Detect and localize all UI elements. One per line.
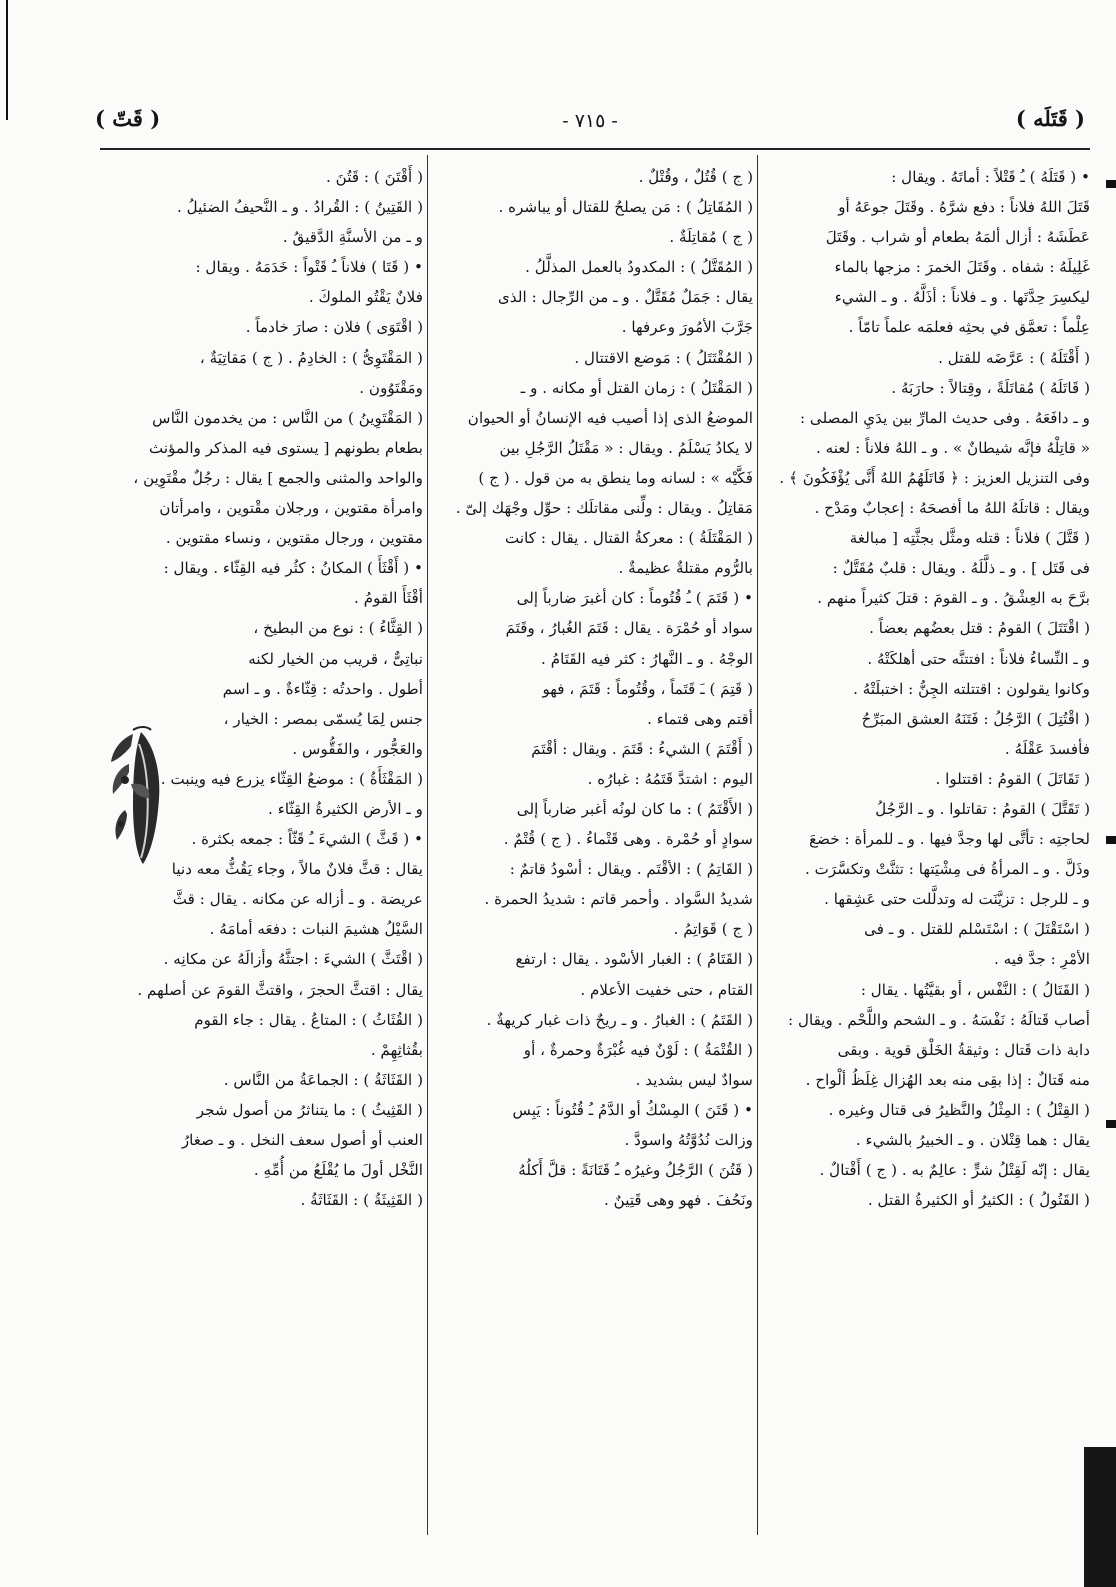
entry-line: ( أَقْتَلَهُ ) : عَرَّضَه للقتل . [938,348,1090,367]
entry-line: فَكَّيْه » : لسانه وما ينطق به من قول . ( ج ) [478,468,753,487]
entry-line: سوادٌ ليس بشديد . [635,1070,753,1089]
entry-line: فلانٌ يَقْتُو الملوكَ . [308,288,423,307]
entry-line: و ـ للرجل : تزيَّنَت له وتدلَّلت حتى عَشِقها . [824,890,1090,909]
entry-line: و ـ الأرض الكثيرةُ القِثّاء . [268,799,423,818]
entry-line: السَّيْلُ هشيمَ النبات : دفعَه أمامَهُ . [209,920,423,939]
entry-line: ( ج ) قُتُلٌ ، وقُتْلٌ . [638,168,753,186]
column-divider [427,155,428,1535]
entry-line: جنس لِمَا يُسمّى بمصر : الخيار ، [223,709,423,728]
entry-line: شديدُ السَّواد . وأحمر قاتم : شديدُ الحمرة . [484,890,753,909]
entry-line: ونَحُفَ . فهو وهى قَتِينٌ . [604,1191,753,1210]
entry-line: ( القَثِيثَةُ ) : القَثَاثَةُ . [300,1191,423,1210]
column-divider [757,155,758,1535]
margin-mark [1106,836,1116,844]
entry-line: ليكسِرَ حِدَّتَها . و ـ فلاناً : أذَلَّهُ . و ـ الشيء [834,288,1090,307]
entry-line: ( القَتَامُ ) : الغبار الأسْود . يقال : ارتفع [515,950,753,969]
margin-mark [1106,1120,1116,1128]
entry-line: ويقال : قاتلَهُ اللهُ ما أفصحَهُ : إعجابٌ ومَدْح . [814,499,1090,518]
entry-line: ( اقْتُتِلَ ) الرَّجُلُ : فَتَنَهُ العشق المبَرِّحُ [861,709,1090,728]
entry-line: سواد أو حُمْرَة . يقال : قَتَمَ الغُبارُ ، وقَتَمَ [505,619,753,638]
entry-line: وكانوا يقولون : اقتتلته الجِنُّ : اختبلَتْهُ . [853,679,1090,698]
entry-line: • ( قَتَلَهُ ) ـُ قَتْلاً : أماتَهُ . ويقال : [891,168,1090,186]
entry-line: مَقاتِلُ . ويقال : ولِّنى مقاتلَك : حوِّل وجْهَك إلىّ . [455,499,753,518]
entry-line: نباتِىٌّ ، قريب من الخيار لكنه [248,649,423,668]
entry-line: والواحد والمثنى والجمع ] يقال : رجُلٌ مقْتَوِين ، [133,468,423,487]
entry-line: بقُثاثِهِمْ . [370,1040,423,1059]
entry-line: « قاتِلْهُ فإنَّه شيطانٌ » . و ـ اللهُ فلاناً : لعنه . [815,438,1090,457]
entry-line: وفى التنزيل العزيز : ﴿ قَاتَلَهُمُ اللهُ أَنَّى يُؤْفَكُونَ ﴾ . [779,468,1090,487]
entry-line: يقال : اقتثَّ الحجرَ ، واقتثَّ القومَ عن أصلهم . [137,980,423,999]
entry-line: ( قَاتَلَهُ ) مُقاتَلَةً ، وقِتالاً : حارَبَهُ . [891,378,1090,397]
entry-line: منه قَتالٌ : إذا بقِى منه بعد الهُزال غِلَظُ ألْواح . [805,1070,1090,1089]
entry-line: ( ج ) مُقاتِلَةٌ . [669,228,753,247]
entry-line: بطعام بطونهم [ يستوى فيه المذكر والمؤنث [148,438,423,457]
entry-line: ومَقْتَوُون . [359,378,423,397]
entry-line: القتام ، حتى خفيت الأعلام . [580,980,753,999]
entry-line: دابة ذات قَتال : وثيقةُ الخَلْق قوية . وبقى [837,1040,1090,1059]
entry-line: وزالت نُدُوَّتُهُ واسودَّ . [624,1131,753,1149]
entry-line: وامرأة مقتوين ، ورجلان مقْتوين ، وامرأتان [159,499,423,518]
entry-line: ( المَقْتَلُ ) : زمان القتل أو مكانه . و ـ [520,378,753,397]
entry-line: أصاب قَتالَهُ : نَفْسَهُ . و ـ الشحم واللَّحْم . ويقال : [788,1010,1090,1029]
entry-line: ( الأَقْتَمُ ) : ما كان لونُه أغبر ضارباً إلى [516,799,753,818]
scan-shadow [1084,1447,1116,1587]
entry-line: الوجْهُ . و ـ النَّهارُ : كثر فيه القَتَامُ . [541,649,753,668]
entry-line: أطول . واحدتُه : قِثّاءةٌ . و ـ اسم [222,679,423,698]
entry-line: غَلِيلَهُ : شفاه . وقَتَلَ الخمرَ : مزجها بالماء [834,258,1090,277]
entry-line: يقال : قثَّ فلانٌ مالاً ، وجاء يَقُثُّ معه دنيا [171,860,423,879]
entry-line: مقتوين ، ورجال مقتوين ، ونساء مقتوين . [165,529,423,548]
entry-line: أقتم وهى قتماء . [647,709,753,728]
entry-line: عِلْماً : تعمَّق في بحثِه فعلمَه علماً تامّاً . [848,318,1090,337]
page-header [95,96,1085,142]
entry-line: • ( قَتَمَ ) ـُ قُتُوماً : كان أغبرَ ضارباً إلى [516,589,753,608]
entry-line: ( اقْتَتَلَ ) القومُ : قتل بعضُهم بعضاً . [869,619,1090,638]
entry-line: و ـ النِّساءُ فلاناً : افتتنَّه حتى أهلكَتْهُ . [867,649,1090,668]
entry-line: وذَلَّ . و ـ المرأةُ فى مِشْيَتها : تثنَّتْ وتكسَّرَت . [804,860,1090,879]
entry-line: • ( أَقْثَأَ ) المكانُ : كثُر فيه القِثّاء . ويقال : [163,559,423,578]
entry-line: ( المَقْتَوِينُ ) من النَّاس : من يخدمون النَّاس [152,408,423,427]
entry-line: الموضعُ الذى إذا أصيب فيه الإنسانُ أو الحيوان [467,408,753,427]
entry-line: ( القَتِينُ ) : القُرادُ . و ـ النَّحيفُ الضئيلُ . [176,198,423,217]
entry-line: • ( قَتَنَ ) المِسْكُ أو الدَّمُ ـُ قُتُوناً : يَبِس [512,1100,753,1119]
entry-line: ( القَتُولُ ) : الكثيرُ أو الكثيرةُ القتل . [867,1191,1090,1210]
entry-line: العنب أو أصول سعف النخل . و ـ صغارُ [181,1131,423,1149]
dictionary-column-right [763,162,1090,1532]
entry-line: ( قَتُنَ ) الرَّجُلُ وغيرُه ـُ قَتَانَةً : قلَّ أَكلُهُ [518,1161,753,1180]
cucumber-plant-icon [103,724,173,874]
page-number: - ٧١٥ - [562,110,618,132]
entry-line: ( المُقَاتِلُ ) : مَن يصلحُ للقتال أو يباشره . [498,198,753,217]
entry-line: ( أَقْتَمَ ) الشيءُ : قَتَمَ . ويقال : أقْتَمَ [531,739,753,758]
entry-line: • ( قَتَا ) فلاناً ـُ قَتْواً : خَدَمَهُ . ويقال : [195,258,423,277]
entry-line: ( المُقْتَتَلُ ) : مَوضع الاقتتال . [574,348,753,367]
entry-line: ( المَقْتَلَةُ ) : معركةُ القتال . يقال : كانت [505,529,753,548]
entry-line: ( المُقَتَّلُ ) : المكدودُ بالعمل المذلَّلُ . [525,258,753,277]
entry-line: ( القِثَّاءُ ) : نوع من البطيخ ، [253,619,423,638]
entry-line: ( القُثَاثُ ) : المتاعُ . يقال : جاء القوم [194,1010,423,1029]
header-guide-word-right: ( قَتَلَه ) [1015,106,1085,131]
entry-line: جَرَّبَ الأمُورَ وعرفها . [621,318,753,337]
entry-line: ( القِتْلُ ) : المِثْلُ والنَّظيرُ فى قتال وغيره . [828,1100,1090,1119]
entry-line: أقْثَأَ القومُ . [354,589,423,608]
entry-line: ( أَقْتَنَ ) : قَتُنَ . [326,168,423,186]
entry-line: النَّخْل أولَ ما يُقْلَعُ من أُمِّهِ . [253,1161,423,1180]
entry-line: و ـ دافَعَهُ . وفى حديث المارِّ بين يدَيِ المصلى : [799,408,1090,427]
entry-line: ( قَتِمَ ) ـَ قَتَماً ، وقُتُوماً : قَتَمَ ، فهو [542,679,753,698]
entry-line: ( القَثَاثَةُ ) : الجماعَةُ من النَّاس . [223,1070,423,1089]
entry-line: برَّحَ به العِشْقُ . و ـ القومَ : قتلَ كثيراً منهم . [817,589,1090,608]
entry-line: • ( قَثَّ ) الشيءَ ـُ قَثّاً : جمعه بكثرة . [191,830,423,849]
header-guide-word-left: ( قَتّ ) [95,106,161,131]
entry-line: ( تَقَاتَلَ ) القومُ : اقتتلوا . [935,769,1090,788]
entry-line: فأفسدَ عَقْلَهُ . [1004,739,1090,758]
entry-line: ( اقْتَوَى ) فلان : صارَ خادماً . [245,318,423,337]
page-edge-mark [6,0,8,120]
entry-line: عريضة . و ـ أزاله عن مكانه . يقال : قثَّ [172,890,423,909]
header-rule [100,148,1090,150]
entry-line: لحاجتِه : تأتَّى لها وجدَّ فيها . و ـ للمرأة : خضعَ [809,830,1090,849]
entry-line: قَتَلَ اللهُ فلاناً : دفع شرَّهُ . وقَتَلَ جوعَهُ أو [838,198,1090,217]
entry-line: فى قَتَل ] . و ـ ذلَّلَهُ . ويقال : قلبٌ مُقَتَّلٌ : [832,559,1090,578]
entry-line: ( اقْتَثَّ ) الشيءَ : اجتثَّهُ وأزالَهُ عن مكانِه . [163,950,423,969]
entry-line: يقال : هما قِتْلان . و ـ الخبيرُ بالشيء . [855,1131,1090,1149]
entry-line: اليوم : اشتدَّ قَتَمُهُ : غبارُه . [587,769,753,788]
entry-line: لا يكادُ يَسْلَمُ . ويقال : « مَقْتَلُ الرَّجُلِ بين [499,438,753,457]
entry-line: ( قَتَّلَ ) فلاناً : قتله ومثَّل بجثَّتِه [ مبالغة [849,529,1090,548]
entry-line: و ـ من الأسنَّةِ الدَّقيقُ . [282,228,423,247]
entry-line: ( تَقَتَّلَ ) القومُ : تقاتلوا . و ـ الرَّجُلُ [875,799,1090,818]
entry-line: ( القَتَالُ ) : النَّفْس ، أو بقيَّتُها . يقال : [860,980,1090,999]
entry-line: الأمْرِ : جدَّ فيه . [994,950,1090,969]
entry-line: ( اسْتَقْتَلَ ) : اسْتَسْلم للقتل . و ـ فى [864,920,1090,939]
entry-line: يقال : جَمَلٌ مُقَتَّلٌ . و ـ من الرِّجال : الذى [498,288,753,307]
entry-line: بالرُّوم مقتلةٌ عظيمةٌ . [618,559,753,578]
entry-line: ( المَقْثَأَةُ ) : موضعُ القِثّاء يزرع فيه وينبت . [160,769,423,788]
entry-line: والعَجُّور ، والفَقُّوس . [292,739,423,758]
entry-line: ( المَقْتَوِىُّ ) : الخادِمُ . ( ج ) مَقاتِيَةٌ ، [199,348,423,367]
entry-line: ( ج ) قَوَاتِمُ . [673,920,753,939]
margin-mark [1106,180,1116,188]
entry-line: ( القَتَمُ ) : الغبارُ . و ـ ريحٌ ذات غبار كريهةٌ . [486,1010,753,1029]
entry-line: ( القَاتِمُ ) : الأقْتَم . ويقال : أسْودُ قاتمٌ : [509,860,753,879]
entry-line: ( القُتْمَةُ ) : لَوْنٌ فيه غُبْرَةٌ وحمرةٌ ، أو [523,1040,753,1059]
entry-line: يقال : إنّه لَقِتْلُ شرٍّ : عالِمٌ به . ( ج ) أَقْتالٌ . [819,1161,1090,1180]
entry-line: سوادٍ أو حُمْرة . وهى قَتْماءُ . ( ج ) قُتْمٌ . [503,830,753,849]
dictionary-column-middle [433,162,753,1532]
entry-line: عَطَشَهُ : أزال ألمَهُ بطعام أو شراب . وقَتَلَ [825,228,1090,247]
entry-line: ( القَثِيثُ ) : ما يتناثرُ من أصول شجر [196,1100,423,1119]
